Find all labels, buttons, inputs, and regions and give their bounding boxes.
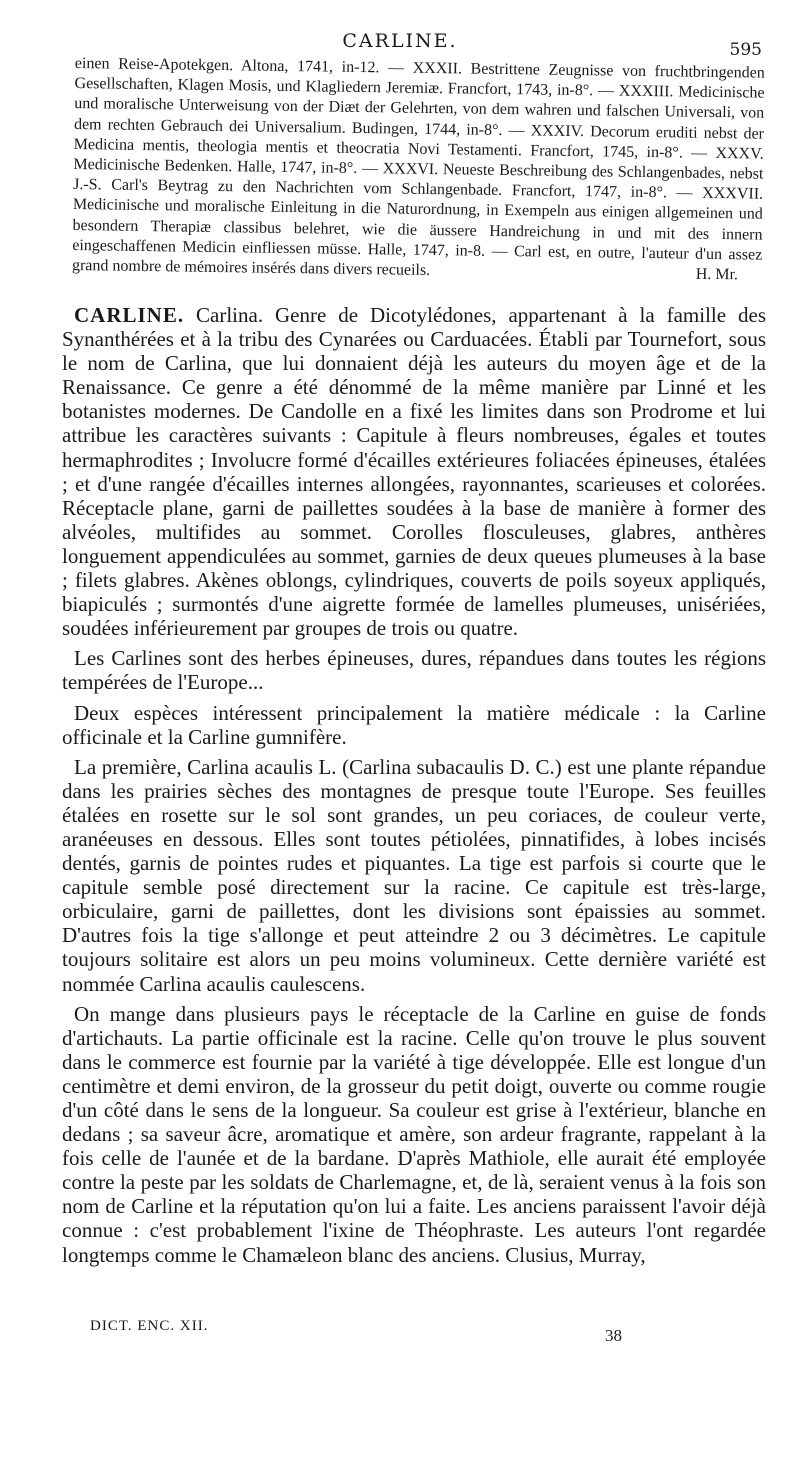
entry-headword: CARLINE. xyxy=(74,303,185,327)
running-title: CARLINE. xyxy=(342,30,458,52)
article-body xyxy=(62,303,766,1273)
paragraph-text: Carlina. Genre de Dicotylédones, appartenant à la famille des Synanthérées et à la tribu des Cynarées ou Carduacées. Établi par Tournefort, sous le nom de Carlina, que lui donnaient déjà les auteurs du moyen âge et de la Renaissance. Ce genre a été dénommé de la même manière par Linné et les botanistes modernes. De Candolle en a fixé les limites dans son Prodrome et lui attribue les caractères suivants : Capitule à fleurs nombreuses, égales et toutes hermaphrodites ; Involucre formé d'écailles extérieures foliacées épineuses, étalées ; et d'une rangée d'écailles internes allongées, rayonnantes, scarieuses et colorées. Réceptacle plane, garni de paillettes soudées à la base de manière à former des alvéoles, multifides au sommet. Corolles flosculeuses, glabres, anthères longuement appendiculées au sommet, garnies de deux queues plumeuses à la base ; filets glabres. Akènes oblongs, cylindriques, couverts de poils soyeux appliqués, biapiculés ; surmontés d'une aigrette formée de lamelles plumeuses, unisériées, soudées inférieurement par groupes de trois ou quatre. xyxy=(62,303,767,641)
volume-signature: DICT. ENC. XII. xyxy=(90,1318,209,1334)
page-number: 595 xyxy=(729,40,762,60)
footnote-text: einen Reise-Apotekgen. Altona, 1741, in-12. — XXXII. Bestrittene Zeugnisse von fruchtbringenden Gesellschaften, Klagen Mosis, und Klagliedern Jeremiæ. Francfort, 1743, in-8°. — XXXIII. Medicinische und moralische Unterweisung von der Diæt der Gelehrten, von dem wahren und falschen Universali, von dem rechten Gebrauch dei Universalium. Budingen, 1744, in-8°. — XXXIV. Decorum eruditi nebst der Medicina mentis, theologia mentis et theocratia Novi Testamenti. Francfort, 1745, in-8°. — XXXV. Medicinische Bedenken. Halle, 1747, in-8°. — XXXVI. Neueste Beschreibung des Schlangenbades, nebst J.-S. Carl's Beytrag zu den Nachrichten vom Schlangenbade. Francfort, 1747, in-8°. — XXXVII. Medicinische und moralische Einleitung in die Naturordnung, in Exempeln aus einigen allgemeinen und besondern Therapiæ classibus belehret, wie die äussere Handreichung in und mit des innern eingeschaffenen Medicin einfliessen müsse. Halle, 1747, in-8. — Carl est, en outre, l'auteur d'un assez grand nombre de mémoires insérés dans divers recueils. xyxy=(71,54,765,280)
article-paragraph-2: Les Carlines sont des herbes épineuses, dures, répandues dans toutes les régions tempérées de l'Europe... xyxy=(62,646,766,695)
sheet-number: 38 xyxy=(605,1326,622,1345)
article-paragraph-4: La première, Carlina acaulis L. (Carlina subacaulis D. C.) est une plante répandue dans les prairies sèches des montagnes de presque toute l'Europe. Ses feuilles étalées en rosette sur le sol sont grandes, un peu coriaces, de couleur verte, aranéeuses en dessous. Elles sont toutes pétiolées, pinnatifides, à lobes incisés dentés, garnis de pointes rudes et piquantes. La tige est parfois si courte que le capitule semble posé directement sur la racine. Ce capitule est très-large, orbiculaire, garni de paillettes, dont les divisions sont épaissies au sommet. D'autres fois la tige s'allonge et peut atteindre 2 ou 3 décimètres. Le capitule toujours solitaire est alors un peu moins volumineux. Cette dernière variété est nommée Carlina acaulis caulescens. xyxy=(62,754,766,996)
footnote-block xyxy=(72,54,765,286)
author-signature: H. Mr. xyxy=(695,265,739,284)
article-paragraph-5: On mange dans plusieurs pays le réceptacle de la Carline en guise de fonds d'artichauts. La partie officinale est la racine. Celle qu'on trouve le plus souvent dans le commerce est fournie par la variété à tige développée. Elle est longue d'un centimètre et demi environ, de la grosseur du petit doigt, ouverte ou comme rougie d'un côté dans le sens de la longueur. Sa couleur est grise à l'extérieur, blanche en dedans ; sa saveur âcre, aromatique et amère, son ardeur fragrante, rappelant à la fois celle de l'aunée et de la bardane. D'après Mathiole, elle aurait été employée contre la peste par les soldats de Charlemagne, et, de là, seraient venus à la fois son nom de Carline et la réputation qu'on lui a faite. Les anciens paraissent l'avoir déjà connue : c'est probablement l'ixine de Théophraste. Les auteurs l'ont regardée longtemps comme le Chamæleon blanc des anciens. Clusius, Murray, xyxy=(62,1001,766,1267)
article-paragraph-3: Deux espèces intéressent principalement la matière médicale : la Carline officinale et la Carline gumnifère. xyxy=(62,700,766,749)
page-footer xyxy=(0,1318,800,1358)
article-paragraph-1 xyxy=(62,303,766,640)
